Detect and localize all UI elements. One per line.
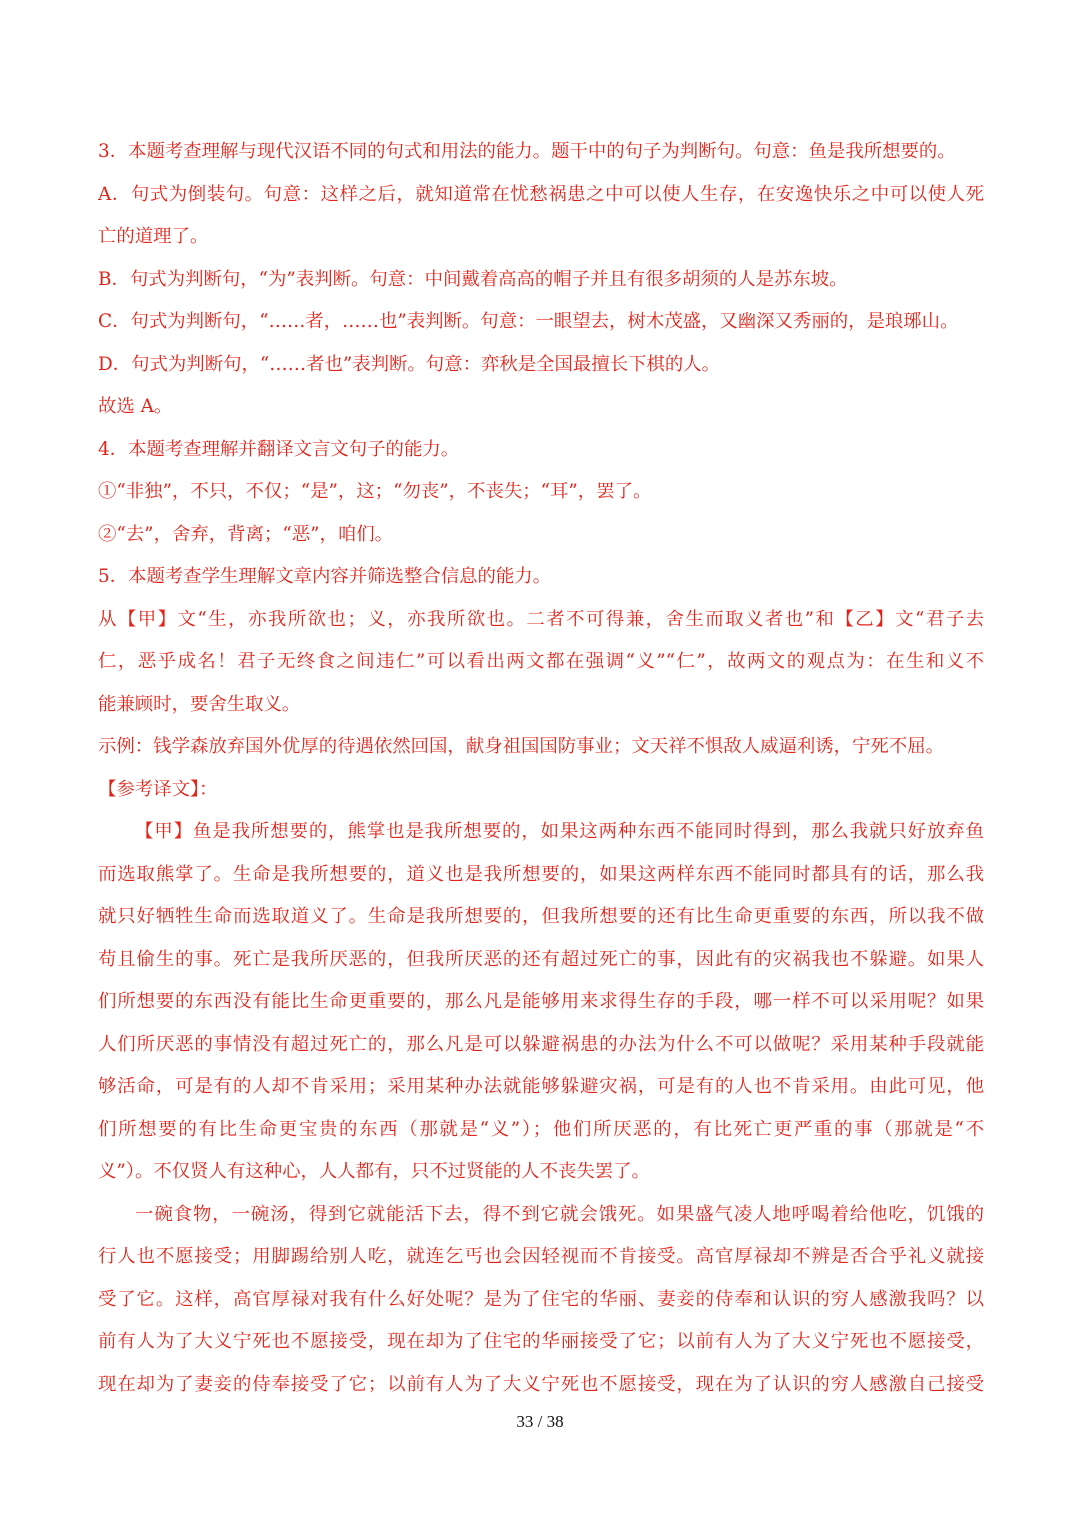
answer-3-intro: 3．本题考查理解与现代汉语不同的句式和用法的能力。题干中的句子为判断句。句意：鱼是我所想要的。 — [98, 141, 956, 162]
translation-para-2-line: 现在却为了妻妾的侍奉接受了它；以前有人为了大义宁死也不愿接受，现在为了认识的穷人感激自己接受 — [98, 1373, 984, 1395]
answer-4-point-2: ②“去”，舍弃，背离；“恶”，咱们。 — [98, 523, 394, 545]
document-body — [98, 131, 984, 1406]
answer-5-line-3: 能兼顾时，要舍生取义。 — [98, 693, 301, 715]
translation-para-1-line: 苟且偷生的事。死亡是我所厌恶的，但我所厌恶的还有超过死亡的事，因此有的灾祸我也不躲避。如果人 — [98, 948, 984, 970]
translation-para-1-line: 们所想要的东西没有能比生命更重要的，那么凡是能够用来求得生存的手段，哪一样不可以采用呢？如果 — [98, 991, 984, 1012]
option-b: B．句式为判断句，“为”表判断。句意：中间戴着高高的帽子并且有很多胡须的人是苏东坡。 — [98, 268, 848, 290]
answer-5-example: 示例：钱学森放弃国外优厚的待遇依然回国，献身祖国国防事业；文天祥不惧敌人威逼利诱，宁死不屈。 — [98, 736, 944, 757]
answer-4-point-1: ①“非独”，不只，不仅；“是”，这；“勿丧”，不丧失；“耳”，罢了。 — [98, 481, 652, 502]
option-c: C．句式为判断句，“……者，……也”表判断。句意：一眼望去，树木茂盛，又幽深又秀丽的，是琅琊山。 — [98, 311, 959, 332]
answer-5-line-2: 仁，恶乎成名！君子无终食之间违仁”可以看出两文都在强调“义”“仁”，故两文的观点为：在生和义不 — [98, 651, 984, 672]
answer-4-intro: 4．本题考查理解并翻译文言文句子的能力。 — [98, 438, 460, 460]
translation-para-2-line: 受了它。这样，高官厚禄对我有什么好处呢？是为了住宅的华丽、妻妾的侍奉和认识的穷人感激我吗？以 — [98, 1288, 984, 1310]
translation-heading: 【参考译文】： — [98, 778, 218, 800]
translation-para-2-line: 一碗食物，一碗汤，得到它就能活下去，得不到它就会饿死。如果盛气凌人地呼喝着给他吃，饥饿的 — [135, 1203, 984, 1225]
option-a-line-1: A．句式为倒装句。句意：这样之后，就知道常在忧愁祸患之中可以使人生存，在安逸快乐之中可以使人死 — [98, 183, 984, 205]
translation-para-1-line: 人们所厌恶的事情没有超过死亡的，那么凡是可以躲避祸患的办法为什么不可以做呢？采用某种手段就能 — [98, 1033, 984, 1055]
translation-para-1-line: 就只好牺牲生命而选取道义了。生命是我所想要的，但我所想要的还有比生命更重要的东西，所以我不做 — [98, 906, 984, 927]
page-number: 33 / 38 — [516, 1412, 564, 1431]
answer-5-intro: 5．本题考查学生理解文章内容并筛选整合信息的能力。 — [98, 566, 552, 587]
translation-para-2-line: 前有人为了大义宁死也不愿接受，现在却为了住宅的华丽接受了它；以前有人为了大义宁死也不愿接受， — [98, 1331, 984, 1352]
answer-5-line-1: 从【甲】文“生，亦我所欲也；义，亦我所欲也。二者不可得兼，舍生而取义者也”和【乙】文“君子去 — [98, 608, 984, 630]
translation-para-1-line: 义”）。不仅贤人有这种心，人人都有，只不过贤能的人不丧失罢了。 — [98, 1161, 650, 1182]
translation-para-1-line: 而选取熊掌了。生命是我所想要的，道义也是我所想要的，如果这两样东西不能同时都具有的话，那么我 — [98, 863, 984, 885]
translation-para-1-line: 够活命，可是有的人却不肯采用；采用某种办法就能够躲避灾祸，可是有的人也不肯采用。由此可见，他 — [98, 1076, 984, 1097]
translation-para-1-line: 【甲】鱼是我所想要的，熊掌也是我所想要的，如果这两种东西不能同时得到，那么我就只好放弃鱼 — [135, 821, 984, 842]
option-a-line-2: 亡的道理了。 — [98, 226, 209, 247]
option-d: D．句式为判断句，“……者也”表判断。句意：弈秋是全国最擅长下棋的人。 — [98, 353, 721, 375]
translation-para-2-line: 行人也不愿接受；用脚踢给别人吃，就连乞丐也会因轻视而不肯接受。高官厚禄却不辨是否合乎礼义就接 — [98, 1246, 984, 1267]
answer-3-choice: 故选 A。 — [98, 396, 173, 417]
translation-para-1-line: 们所想要的有比生命更宝贵的东西（那就是“义”）；他们所厌恶的，有比死亡更严重的事（那就是“不 — [98, 1118, 984, 1140]
